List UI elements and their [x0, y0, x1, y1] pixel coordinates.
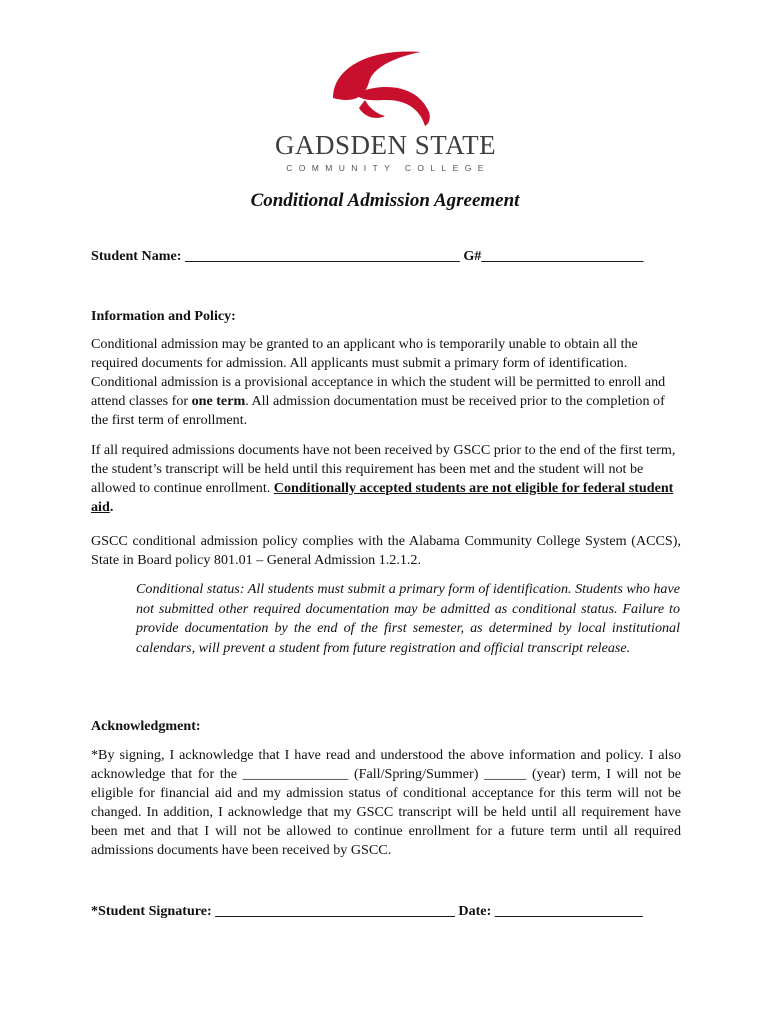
date-label: Date: [458, 903, 492, 919]
info-p1-text-b: . All admission documentation must be received prior to the completion of the first term of enrollment. [91, 393, 665, 428]
date-field[interactable]: _____________________ [494, 903, 643, 919]
conditional-status-quote: Conditional status: All students must submit a primary form of identification. Students who have not submitted other required documentation may be admitted as conditional status. Failure to provide documentation by the end of the first semester, as determined by local institutional calendars, will prevent a student from future registration and official transcript release. [136, 581, 680, 656]
info-heading: Information and Policy: [91, 308, 236, 324]
page-title: Conditional Admission Agreement [250, 190, 520, 211]
college-subtitle: COMMUNITY COLLEGE [286, 163, 490, 173]
college-logo [275, 42, 497, 173]
info-p1-text-a: Conditional admission may be granted to an applicant who is temporarily unable to obtain all the required documents for admission. All applicants must submit a primary form of identification. Conditional admission is a provisional acceptance in which the student will be permitted to enroll and attend classes for [91, 336, 666, 409]
info-paragraph-2 [91, 441, 681, 517]
ack-paragraph: *By signing, I acknowledge that I have read and understood the above information and policy. I also acknowledge that for the _______________ (Fall/Spring/Summer) ______ (year) term, I will not be eligible for financial aid and my admission status of conditional acceptance for this term will not be changed. In addition, I acknowledge that my GSCC transcript will be held until all requirement have been met and that I will not be allowed to continue enrollment for a future term until all required admissions documents have been received by GSCC. [91, 747, 681, 858]
g-number-field[interactable]: _______________________ [481, 248, 644, 264]
g-number-label: G# [463, 248, 482, 264]
info-p2-text: If all required admissions documents have not been received by GSCC prior to the end of the first term, the student’s transcript will be held until this requirement has been met and the student will not be allowed to continue enrollment. [91, 442, 676, 496]
student-name-field[interactable]: _______________________________________ [184, 248, 460, 264]
college-name: GADSDEN STATE [275, 130, 497, 160]
student-name-label: Student Name: [91, 248, 182, 264]
signature-line [91, 902, 681, 921]
federal-aid-notice: Conditionally accepted students are not eligible for federal student aid [91, 480, 674, 515]
info-paragraph-3: GSCC conditional admission policy complies with the Alabama Community College System (ACCS), State in Board policy 801.01 – General Admission 1.2.1.2. [91, 533, 681, 568]
info-p1-bold: one term [191, 393, 246, 409]
ack-heading: Acknowledgment: [91, 718, 201, 734]
college-logo-mark-icon [325, 42, 445, 130]
signature-label: *Student Signature: [91, 903, 212, 919]
info-paragraph-1 [91, 335, 681, 430]
info-p2-end: . [109, 499, 114, 515]
student-line [91, 247, 681, 266]
signature-field[interactable]: __________________________________ [215, 903, 455, 919]
